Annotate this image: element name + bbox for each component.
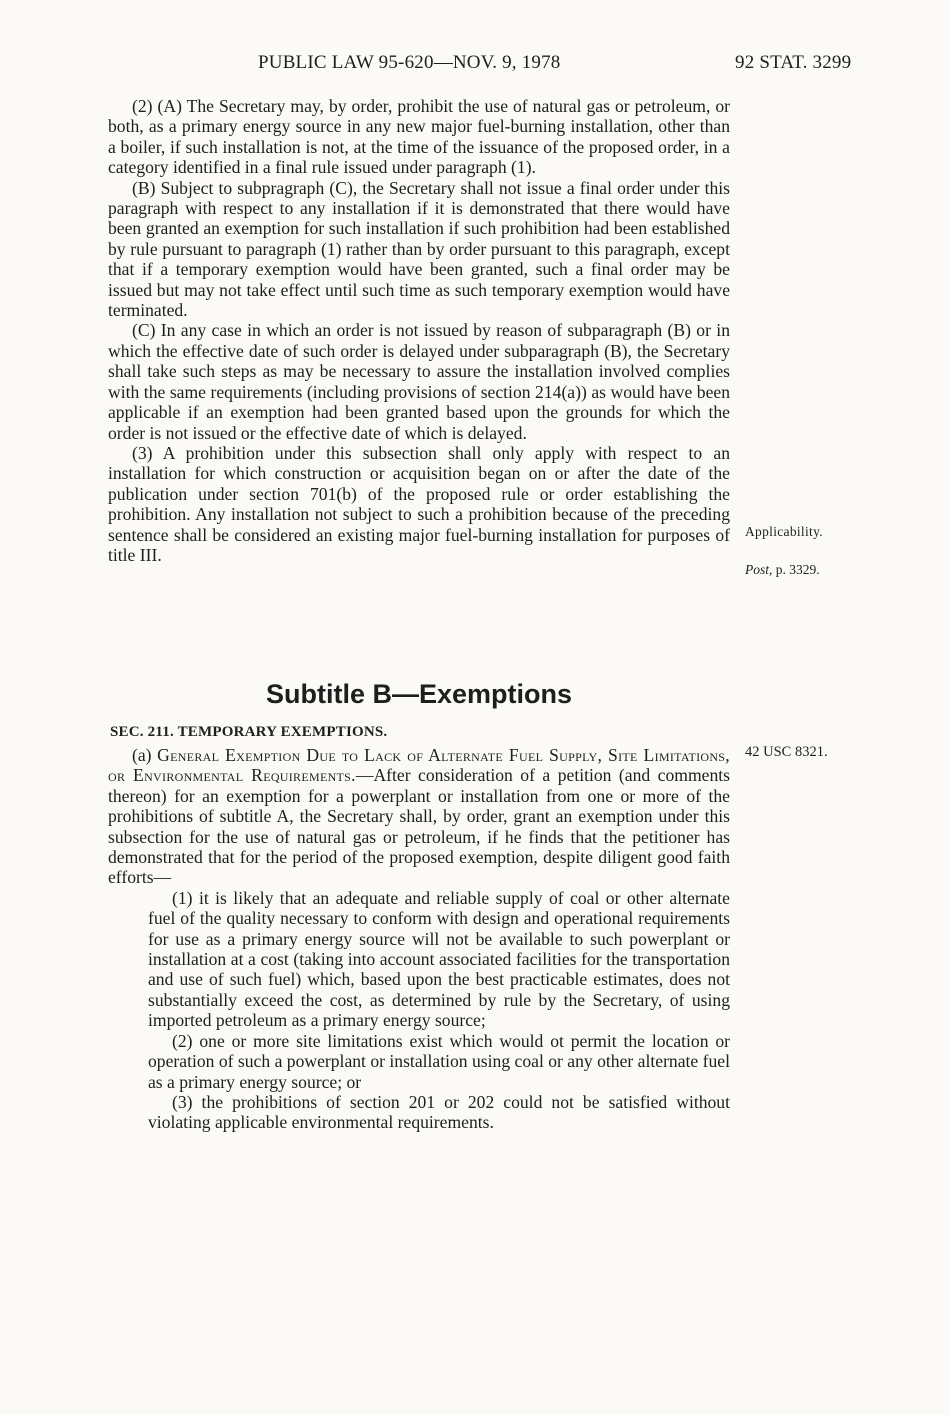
section-heading: SEC. 211. TEMPORARY EXEMPTIONS. (110, 724, 388, 740)
margin-note-post-page: p. 3329. (772, 562, 820, 577)
condition-item-3: (3) the prohibitions of section 201 or 202 could not be satisfied without violating applicable environmental requirements. (148, 1091, 730, 1133)
subtitle-heading: Subtitle B—Exemptions (265, 679, 573, 709)
paragraph-3: (3) A prohibition under this subsection shall only apply with respect to an installation for which construction or acquisition began on or after the date of the publication under section 701(b) of the proposed rule or order establishing the prohibition. Any installation not subject to such a prohibition because of the preceding sentence shall be considered an existing major fuel-burning installation for purposes of title III. (108, 442, 730, 565)
running-head-law: PUBLIC LAW 95-620—NOV. 9, 1978 (258, 52, 561, 73)
text-block-prohibitions (108, 96, 730, 565)
condition-item-1: (1) it is likely that an adequate and reliable supply of coal or other alternate fuel of the quality necessary to conform with design and operational requirements for use as a primary energy source will not be available to such powerplant or installation at a cost (taking into account associated facilities for the transportation and use of such fuel) which, based upon the best practicable estimates, does not substantially exceed the cost, as determined by rule by the Secretary, of using imported petroleum as a primary energy source; (148, 887, 730, 1031)
margin-note-applicability: Applicability. (745, 524, 823, 539)
running-head-stat-page: 92 STAT. 3299 (735, 52, 852, 73)
margin-note-post-italic: Post, (745, 562, 773, 577)
subsection-a-caption: General Exemption Due to Lack of Alternate Fuel Supply, Site Limitations, or Environmental Requirements. (108, 745, 730, 786)
text-block-section-211 (108, 745, 730, 1133)
subsection-a-text: —After consideration of a petition (and comments thereon) for an exemption for a powerplant or installation from one or more of the prohibitions of subtitle A, the Secretary shall, by order, grant an exemption under this subsection for the use of natural gas or petroleum, if he finds that the petitioner has demonstrated that for the period of the proposed exemption, despite diligent good faith efforts— (108, 765, 730, 888)
exemption-conditions-list (148, 888, 730, 1133)
paragraph-2a: (2) (A) The Secretary may, by order, prohibit the use of natural gas or petroleum, or both, as a primary energy source in any new major fuel-burning installation, other than a boiler, if such installation is not, at the time of the issuance of the proposed order, in a category identified in a final rule issued under paragraph (1). (108, 96, 730, 178)
margin-note-usc-citation: 42 USC 8321. (745, 744, 828, 760)
condition-item-2: (2) one or more site limitations exist which would ot permit the location or operation of such a powerplant or installation using coal or any other alternate fuel as a primary energy source; or (148, 1030, 730, 1092)
subsection-a-label: (a) (132, 745, 158, 765)
margin-note-post-reference (745, 562, 820, 578)
subsection-a (108, 745, 730, 888)
paragraph-2b: (B) Subject to subpragraph (C), the Secretary shall not issue a final order under this paragraph with respect to any installation if it is demonstrated that there would have been granted an exemption for such installation if such prohibition had been established by rule pursuant to paragraph (1) rather than by order pursuant to this paragraph, except that if a temporary exemption would have been granted, such a final order may be issued but may not take effect until such time as such temporary exemption would have terminated. (108, 177, 730, 321)
paragraph-2c: (C) In any case in which an order is not issued by reason of subparagraph (B) or in which the effective date of such order is delayed under subparagraph (B), the Secretary shall take such steps as may be necessary to assure the installation involved complies with the same requirements (including provisions of section 214(a)) as would have been applicable if an exemption had been granted based upon the grounds for which the order is not issued or the effective date of which is delayed. (108, 320, 730, 443)
